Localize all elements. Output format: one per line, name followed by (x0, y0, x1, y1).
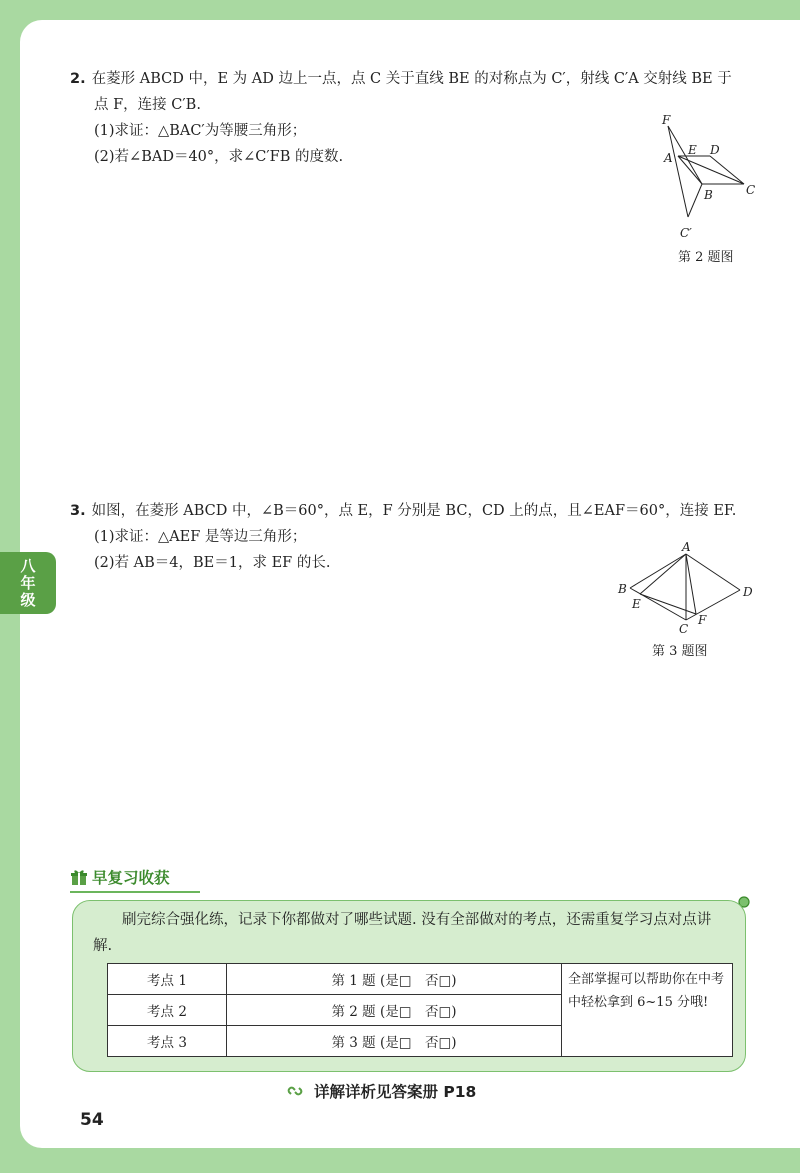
fig3-line-e-f (640, 594, 696, 614)
fig2-line-d-c (710, 156, 744, 184)
review-point-3: 考点 3 (108, 1026, 227, 1057)
question-2-text-1: 在菱形 ABCD 中，E 为 AD 边上一点，点 C 关于直线 BE 的对称点为 C′，射线 C′A 交射线 BE 于 (91, 71, 732, 87)
review-title-text: 早复习收获 (92, 869, 170, 887)
answer-reference (286, 1080, 476, 1102)
fig2-label-b: B (704, 188, 713, 202)
fig3-label-f: F (698, 613, 707, 627)
review-box (72, 900, 746, 1072)
question-3-part-2: (2)若 AB＝4，BE＝1，求 EF 的长. (94, 555, 331, 571)
fig3-line-a-e (640, 554, 686, 594)
fig2-line-b-c-prime (688, 184, 702, 217)
fig2-label-f: F (662, 113, 671, 127)
review-table (107, 963, 733, 1057)
question-2-part-2: (2)若∠BAD＝40°，求∠C′FB 的度数. (94, 149, 344, 165)
table-row (108, 964, 733, 995)
fig2-label-a: A (664, 151, 673, 165)
review-intro: 刷完综合强化练，记录下你都做对了哪些试题. 没有全部做对的考点，还需重复学习点对点讲解. (93, 912, 712, 954)
link-icon (286, 1082, 304, 1100)
grade-tab-char-2: 年 (20, 573, 36, 592)
page-number: 54 (80, 1110, 104, 1130)
question-3-figure (612, 540, 762, 640)
fig3-line-a-f (686, 554, 696, 614)
fig2-line-f-b (668, 126, 702, 184)
grade-tab (0, 552, 56, 614)
question-3-figure-caption: 第 3 题图 (652, 644, 708, 659)
question-2-figure (650, 112, 770, 242)
grade-tab-char-1: 八 (20, 556, 36, 575)
fig3-label-b: B (618, 582, 627, 596)
fig3-label-e: E (632, 597, 641, 611)
fig2-label-c-prime: C′ (680, 226, 692, 240)
fig3-line-b-a (630, 554, 686, 588)
question-2-part-1: (1)求证：△BAC′为等腰三角形； (94, 123, 307, 139)
question-2-number: 2. (70, 71, 86, 87)
review-section-title (70, 866, 170, 888)
fig3-label-d: D (743, 585, 753, 599)
fig2-line-a-b (678, 156, 702, 184)
review-question-2[interactable]: 第 2 题 (是□ 否□) (227, 995, 562, 1026)
fig2-label-e: E (688, 143, 697, 157)
question-3-part-1: (1)求证：△AEF 是等边三角形； (94, 529, 307, 545)
fig2-line-a-c (678, 156, 744, 184)
fig3-label-a: A (682, 540, 691, 554)
review-point-1: 考点 1 (108, 964, 227, 995)
gift-icon (70, 868, 88, 886)
question-3-text-1: 如图，在菱形 ABCD 中，∠B＝60°，点 E，F 分别是 BC，CD 上的点，且∠EAF＝60°，连接 EF. (91, 503, 737, 519)
review-note: 全部掌握可以帮助你在中考中轻松拿到 6~15 分哦! (562, 964, 733, 1057)
question-3-stem-line-1 (70, 498, 760, 524)
answer-reference-text: 详解详析见答案册 P18 (314, 1083, 477, 1101)
question-3-number: 3. (70, 503, 86, 519)
review-title-underline (70, 891, 200, 893)
question-2-stem-line-2: 点 F，连接 C′B. (94, 97, 201, 113)
question-2-stem-line-1 (70, 66, 760, 92)
fig3-label-c: C (679, 622, 689, 636)
review-question-3[interactable]: 第 3 题 (是□ 否□) (227, 1026, 562, 1057)
fig2-label-d: D (710, 143, 720, 157)
review-question-1[interactable]: 第 1 题 (是□ 否□) (227, 964, 562, 995)
fig2-line-f-c-prime (668, 126, 688, 217)
grade-tab-char-3: 级 (20, 590, 36, 609)
fig3-line-a-d (686, 554, 740, 590)
fig2-label-c: C (746, 183, 756, 197)
review-point-2: 考点 2 (108, 995, 227, 1026)
question-2-figure-caption: 第 2 题图 (678, 250, 734, 265)
